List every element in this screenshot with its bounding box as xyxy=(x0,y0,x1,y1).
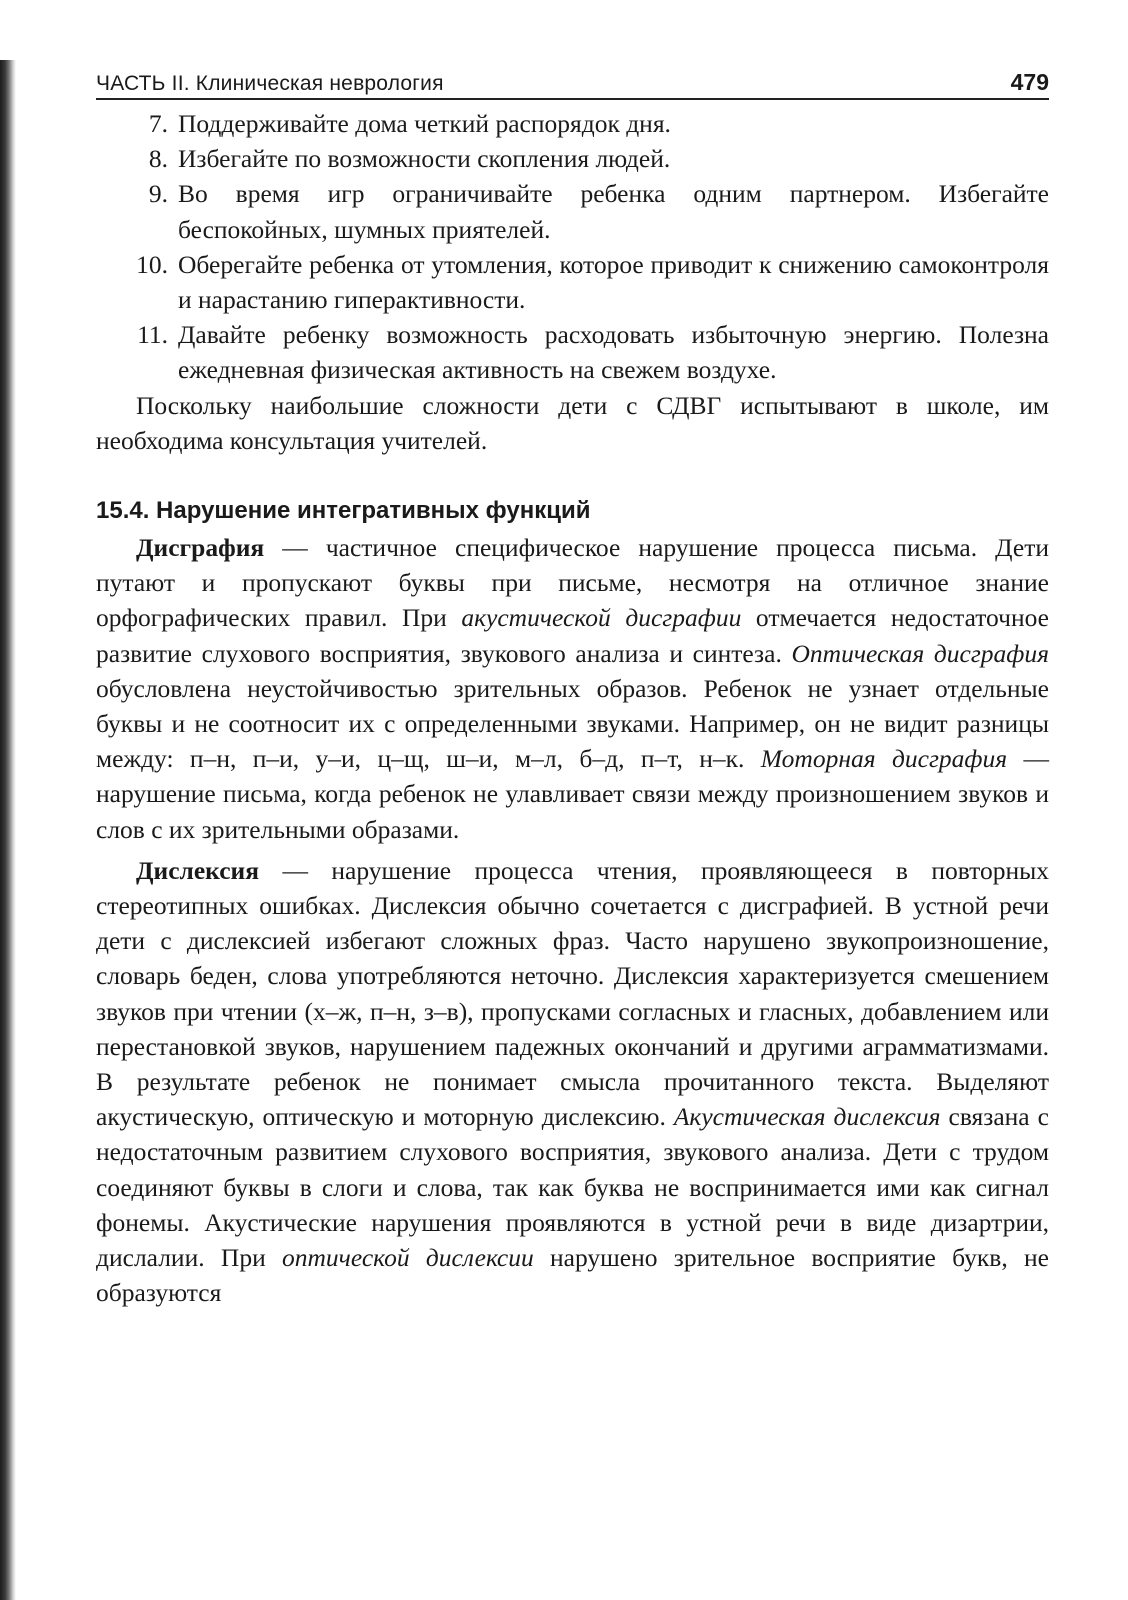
book-page xyxy=(96,62,1049,1311)
dysgraphia-paragraph xyxy=(96,530,1049,847)
dyslexia-paragraph xyxy=(96,853,1049,1311)
italic-term: Оптическая дисграфия xyxy=(791,638,1049,668)
list-item-number: 11. xyxy=(137,320,168,350)
list-item xyxy=(96,141,1049,176)
paragraph-text: связана с недостаточным развитием слухового восприятия, звукового анализа. Дети с трудом соединяют буквы в слоги и слова, так как буква не воспринимается ими как сигнал фонемы. Акустические нарушения проявляются в устной речи в виде дизартрии, дислалии. При xyxy=(96,1102,1049,1273)
page-number: 479 xyxy=(1010,69,1049,95)
list-item-text: Избегайте по возможности скопления людей. xyxy=(178,144,671,174)
paragraph-text: — частичное специфическое нарушение процесса письма. Дети путают и пропускают буквы при письме, несмотря на отличное знание орфографических правил. При xyxy=(96,533,1049,633)
paragraph-text: — нарушение процесса чтения, проявляющееся в повторных стереотипных ошибках. Дислексия обычно сочетается с дисграфией. В устной речи дети с дислексией избегают сложных фраз. Часто нарушено звукопроизношение, словарь беден, слова употребляются неточно. Дислексия характеризуется смешением звуков при чтении (х–ж, п–н, з–в), пропусками согласных и гласных, добавлением или перестановкой звуков, нарушением падежных окончаний и другими аграмматизмами. В результате ребенок не понимает смысла прочитанного текста. Выделяют акустическую, оптическую и моторную дислексию. xyxy=(96,855,1049,1132)
list-item xyxy=(96,247,1049,317)
paragraph-text: отмечается недостаточное развитие слухового восприятия, звукового анализа и синтеза. xyxy=(96,603,1049,668)
term-dyslexia: Дислексия xyxy=(136,855,260,885)
list-item-text: Оберегайте ребенка от утомления, которое приводит к снижению самоконтроля и нарастанию гиперактивности. xyxy=(178,249,1049,315)
list-item xyxy=(96,106,1049,141)
paragraph-text: нарушено зрительное восприятие букв, не образуются xyxy=(96,1243,1049,1308)
list-item-number: 10. xyxy=(136,249,168,279)
list-item-number: 9. xyxy=(148,179,168,209)
list-item-number: 8. xyxy=(148,144,168,174)
term-dysgraphia: Дисграфия xyxy=(136,533,265,563)
italic-term: оптической дислексии xyxy=(282,1243,534,1273)
list-item-text: Во время игр ограничивайте ребенка одним партнером. Избегайте беспокойных, шумных приятелей. xyxy=(178,179,1049,244)
list-item-text: Поддерживайте дома четкий распорядок дня. xyxy=(178,109,671,138)
list-item-text: Давайте ребенку возможность расходовать избыточную энергию. Полезна ежедневная физическая активность на свежем воздухе. xyxy=(178,320,1049,385)
list-item-number: 7. xyxy=(148,109,168,138)
scan-binding-shadow xyxy=(0,60,16,1600)
school-paragraph: Поскольку наибольшие сложности дети с СДВГ испытывают в школе, им необходима консультация учителей. xyxy=(96,390,1049,455)
running-title: ЧАСТЬ II. Клиническая неврология xyxy=(96,72,444,95)
recommendation-list xyxy=(96,106,1049,388)
section-heading: 15.4. Нарушение интегративных функций xyxy=(96,497,591,525)
italic-term: Моторная дисграфия xyxy=(760,744,1008,774)
italic-term: акустической дисграфии xyxy=(461,603,742,633)
running-head xyxy=(96,62,1049,100)
italic-term: Акустическая дислексия xyxy=(673,1102,941,1132)
list-item xyxy=(96,317,1049,387)
list-item xyxy=(96,176,1049,246)
paragraph-text: обусловлена неустойчивостью зрительных образов. Ребенок не узнает отдельные буквы и не соотносит их с определенными звуками. Например, он не видит разницы между: п–н, п–и, у–и, ц–щ, ш–и, м–л, б–д, п–т, н–к. xyxy=(96,673,1049,774)
paragraph-text: — нарушение письма, когда ребенок не улавливает связи между произношением звуков и слов с их зрительными образами. xyxy=(96,744,1049,844)
